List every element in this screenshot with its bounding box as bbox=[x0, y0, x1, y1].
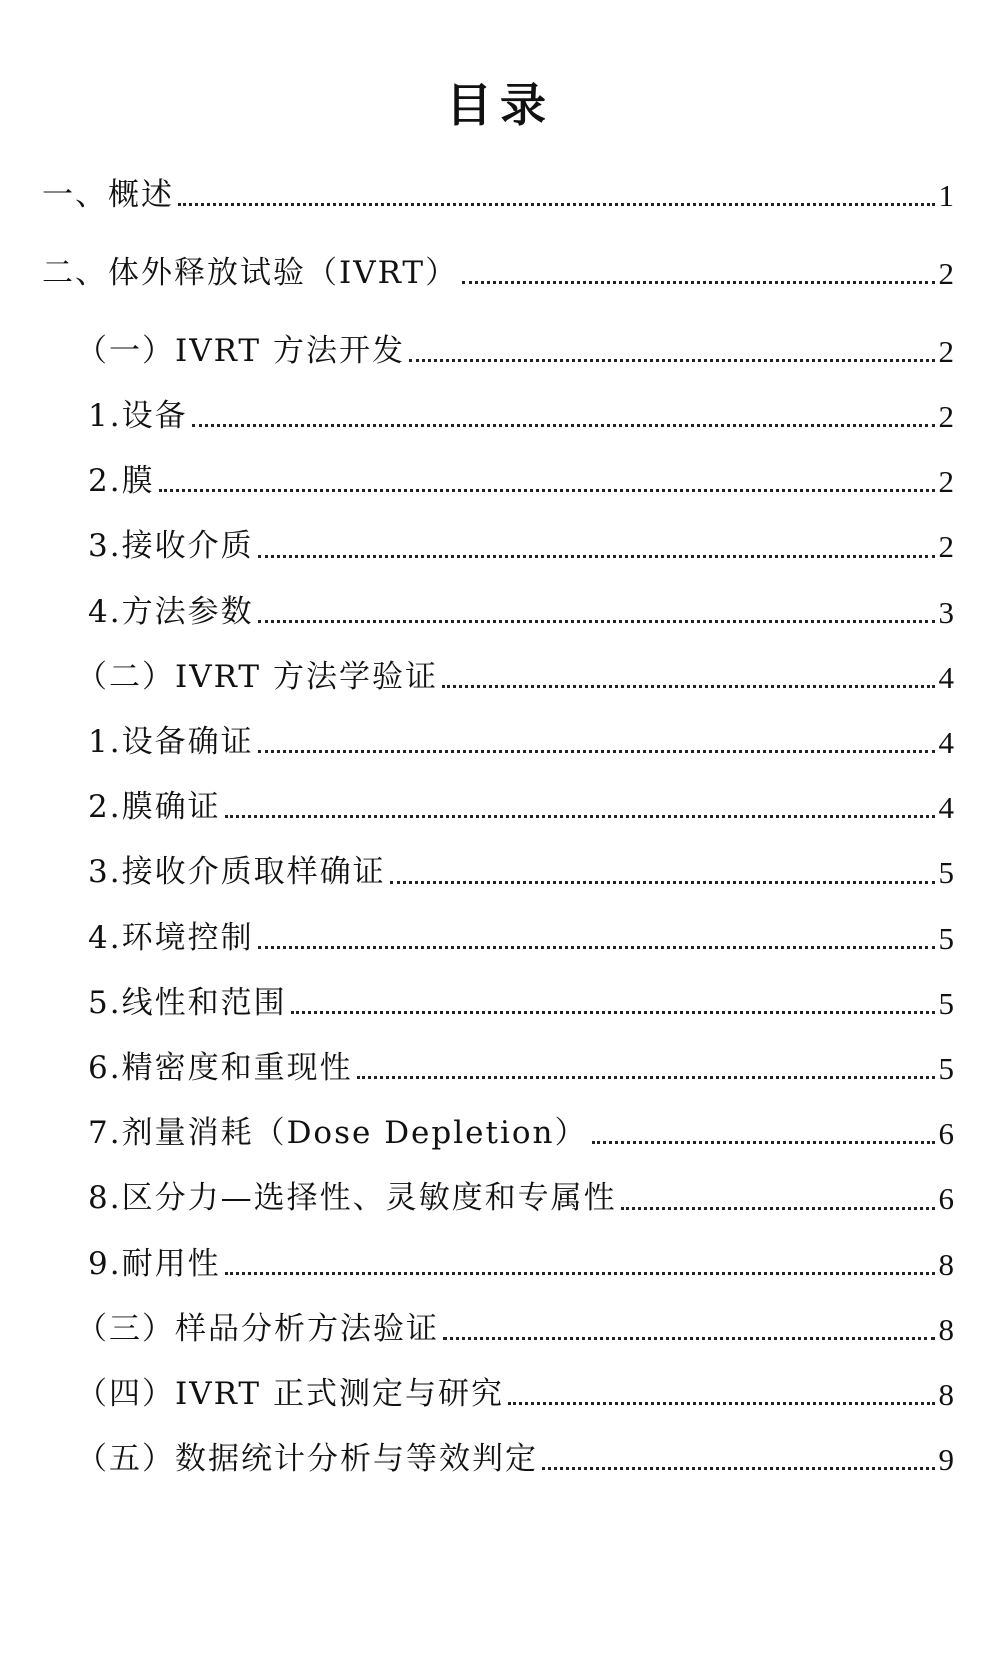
toc-entry[interactable] bbox=[76, 1296, 954, 1348]
toc-entry[interactable] bbox=[88, 514, 954, 566]
dot-leader bbox=[508, 1402, 935, 1405]
toc-entry-page-number: 5 bbox=[938, 855, 954, 891]
toc-entry-label: 6.精密度和重现性 bbox=[88, 1050, 353, 1086]
toc-entry[interactable] bbox=[88, 774, 954, 826]
toc-entry-label: 2.膜 bbox=[88, 463, 155, 500]
dot-leader bbox=[225, 1272, 935, 1275]
dot-leader bbox=[542, 1467, 935, 1470]
toc-entry[interactable] bbox=[76, 1426, 954, 1478]
toc-entry-page-number: 8 bbox=[938, 1311, 954, 1347]
toc-entry-label: 9.耐用性 bbox=[88, 1245, 221, 1282]
toc-entry-label: （三）样品分析方法验证 bbox=[76, 1310, 439, 1347]
dot-leader bbox=[462, 281, 934, 284]
dot-leader bbox=[225, 815, 935, 818]
dot-leader bbox=[443, 1337, 935, 1340]
toc-entry[interactable] bbox=[76, 318, 954, 370]
toc-entry[interactable] bbox=[88, 383, 954, 435]
dot-leader bbox=[390, 881, 935, 884]
toc-entry-label: 5.线性和范围 bbox=[88, 984, 287, 1021]
toc-entry-label: 2.膜确证 bbox=[88, 789, 221, 826]
toc-entry-page-number: 6 bbox=[938, 1181, 954, 1217]
toc-entry-label: 1.设备 bbox=[88, 398, 188, 434]
toc-entry[interactable] bbox=[42, 240, 954, 292]
toc-entry[interactable] bbox=[42, 162, 954, 214]
toc-entry-page-number: 4 bbox=[938, 790, 954, 826]
toc-entry[interactable] bbox=[88, 579, 954, 631]
dot-leader bbox=[258, 946, 935, 949]
toc-entry-page-number: 2 bbox=[938, 399, 954, 434]
toc-entry[interactable] bbox=[88, 840, 954, 892]
toc-entry[interactable] bbox=[76, 1361, 954, 1413]
page-title: 目录 bbox=[446, 78, 554, 132]
toc-entry-page-number: 2 bbox=[938, 529, 954, 565]
dot-leader bbox=[409, 359, 935, 362]
dot-leader bbox=[192, 424, 935, 427]
toc-entry-page-number: 1 bbox=[938, 177, 954, 213]
toc-entry-page-number: 2 bbox=[938, 255, 954, 291]
dot-leader bbox=[258, 750, 935, 753]
dot-leader bbox=[258, 620, 935, 623]
dot-leader bbox=[621, 1207, 935, 1210]
toc-entry-page-number: 5 bbox=[938, 920, 954, 956]
toc-entry-label: 7.剂量消耗（Dose Depletion） bbox=[88, 1115, 588, 1152]
dot-leader bbox=[442, 685, 935, 688]
toc-entry-label: 1.设备确证 bbox=[88, 724, 254, 760]
dot-leader bbox=[357, 1076, 935, 1079]
toc-entry-page-number: 9 bbox=[938, 1442, 954, 1478]
toc-entry[interactable] bbox=[88, 709, 954, 761]
toc-entry-label: 3.接收介质 bbox=[88, 528, 254, 565]
toc-entry[interactable] bbox=[88, 970, 954, 1022]
dot-leader bbox=[258, 555, 935, 558]
toc-entry-page-number: 6 bbox=[938, 1116, 954, 1152]
dot-leader bbox=[159, 489, 935, 492]
dot-leader bbox=[291, 1011, 935, 1014]
toc-entry-label: （四）IVRT 正式测定与研究 bbox=[76, 1376, 504, 1412]
toc-entry[interactable] bbox=[76, 644, 954, 696]
toc-entry-page-number: 5 bbox=[938, 985, 954, 1021]
toc-entry-page-number: 3 bbox=[938, 594, 954, 630]
toc-entry-page-number: 8 bbox=[938, 1246, 954, 1282]
dot-leader bbox=[178, 203, 935, 206]
toc-entry[interactable] bbox=[88, 905, 954, 957]
toc-entry-page-number: 8 bbox=[938, 1377, 954, 1412]
toc-entry[interactable] bbox=[88, 448, 954, 500]
toc-entry-page-number: 2 bbox=[938, 464, 954, 500]
toc-entry-label: 一、概述 bbox=[42, 176, 174, 213]
toc-entry-label: 4.环境控制 bbox=[88, 919, 254, 956]
toc-entry-page-number: 4 bbox=[938, 659, 954, 695]
toc-entry[interactable] bbox=[88, 1231, 954, 1283]
toc-entry[interactable] bbox=[88, 1166, 954, 1218]
dot-leader bbox=[592, 1141, 935, 1144]
toc-entry[interactable] bbox=[88, 1100, 954, 1152]
toc-entry-page-number: 4 bbox=[938, 725, 954, 760]
toc-entry-label: （五）数据统计分析与等效判定 bbox=[76, 1441, 538, 1478]
toc-entry[interactable] bbox=[88, 1035, 954, 1087]
toc-entry-label: 4.方法参数 bbox=[88, 593, 254, 630]
toc-entry-label: （二）IVRT 方法学验证 bbox=[76, 658, 438, 695]
toc-entry-label: （一）IVRT 方法开发 bbox=[76, 332, 405, 369]
toc-entry-page-number: 2 bbox=[938, 333, 954, 369]
toc-entry-label: 8.区分力—选择性、灵敏度和专属性 bbox=[88, 1180, 617, 1217]
toc-entry-label: 二、体外释放试验（IVRT） bbox=[42, 254, 459, 291]
toc-entry-page-number: 5 bbox=[938, 1051, 954, 1086]
toc-entry-label: 3.接收介质取样确证 bbox=[88, 854, 386, 891]
